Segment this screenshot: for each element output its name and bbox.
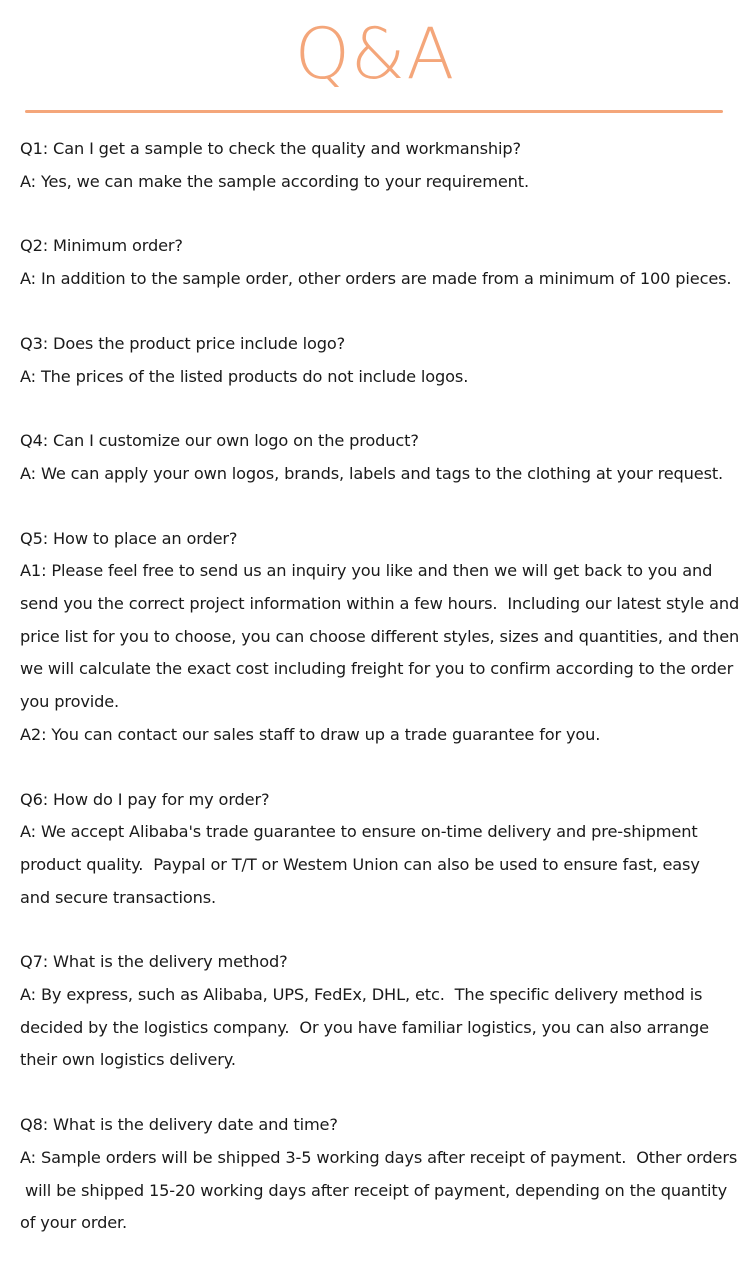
answer-text: A1: Please feel free to send us an inquiry you like and then we will get back to you and — [20, 561, 713, 581]
qa-list — [20, 133, 745, 1272]
answer-text: product quality. Paypal or T/T or Westem Union can also be used to ensure fast, easy — [20, 854, 700, 874]
answer-text: and secure transactions. — [20, 887, 216, 907]
answer-text: A: In addition to the sample order, other orders are made from a minimum of 100 pieces. — [20, 269, 732, 289]
qa-item — [20, 784, 745, 915]
qa-item — [20, 133, 745, 198]
answer-text: A: Yes, we can make the sample according to your requirement. — [20, 171, 529, 191]
answer-text: we will calculate the exact cost including freight for you to confirm according to the order — [20, 659, 734, 679]
answer-text: A: By express, such as Alibaba, UPS, FedEx, DHL, etc. The specific delivery method is — [20, 985, 703, 1005]
answer-text: of your order. — [20, 1213, 128, 1233]
question-text: Q5: How to place an order? — [20, 528, 238, 548]
question-text: Q1: Can I get a sample to check the quality and workmanship? — [20, 139, 521, 158]
question-text: Q8: What is the delivery date and time? — [20, 1115, 338, 1135]
question-text: Q6: How do I pay for my order? — [20, 789, 270, 809]
page-title: Q&A — [294, 13, 456, 95]
qa-item — [20, 230, 745, 295]
answer-text: will be shipped 15-20 working days after receipt of payment, depending on the quantity — [20, 1180, 728, 1200]
qa-item — [20, 425, 745, 490]
answer-text: their own logistics delivery. — [20, 1050, 236, 1070]
answer-text: A: Sample orders will be shipped 3-5 working days after receipt of payment. Other orders — [20, 1147, 738, 1167]
answer-text: A: We accept Alibaba's trade guarantee to ensure on-time delivery and pre-shipment — [20, 822, 698, 842]
answer-text: A2: You can contact our sales staff to draw up a trade guarantee for you. — [20, 724, 601, 744]
qa-item — [20, 523, 745, 752]
answer-text: A: We can apply your own logos, brands, labels and tags to the clothing at your request. — [20, 463, 724, 483]
answer-text: A: The prices of the listed products do not include logos. — [20, 366, 469, 386]
answer-text: price list for you to choose, you can choose different styles, sizes and quantities, and then — [20, 626, 740, 646]
question-text: Q3: Does the product price include logo? — [20, 333, 346, 353]
title-divider — [25, 110, 723, 113]
answer-text: decided by the logistics company. Or you have familiar logistics, you can also arrange — [20, 1017, 709, 1037]
qa-item — [20, 328, 745, 393]
qa-item — [20, 1109, 745, 1240]
question-text: Q2: Minimum order? — [20, 236, 183, 256]
answer-text: you provide. — [20, 692, 120, 712]
answer-text: send you the correct project information within a few hours. Including our latest style and — [20, 594, 740, 614]
question-text: Q4: Can I customize our own logo on the product? — [20, 431, 419, 451]
question-text: Q7: What is the delivery method? — [20, 952, 288, 972]
qa-item — [20, 946, 745, 1077]
